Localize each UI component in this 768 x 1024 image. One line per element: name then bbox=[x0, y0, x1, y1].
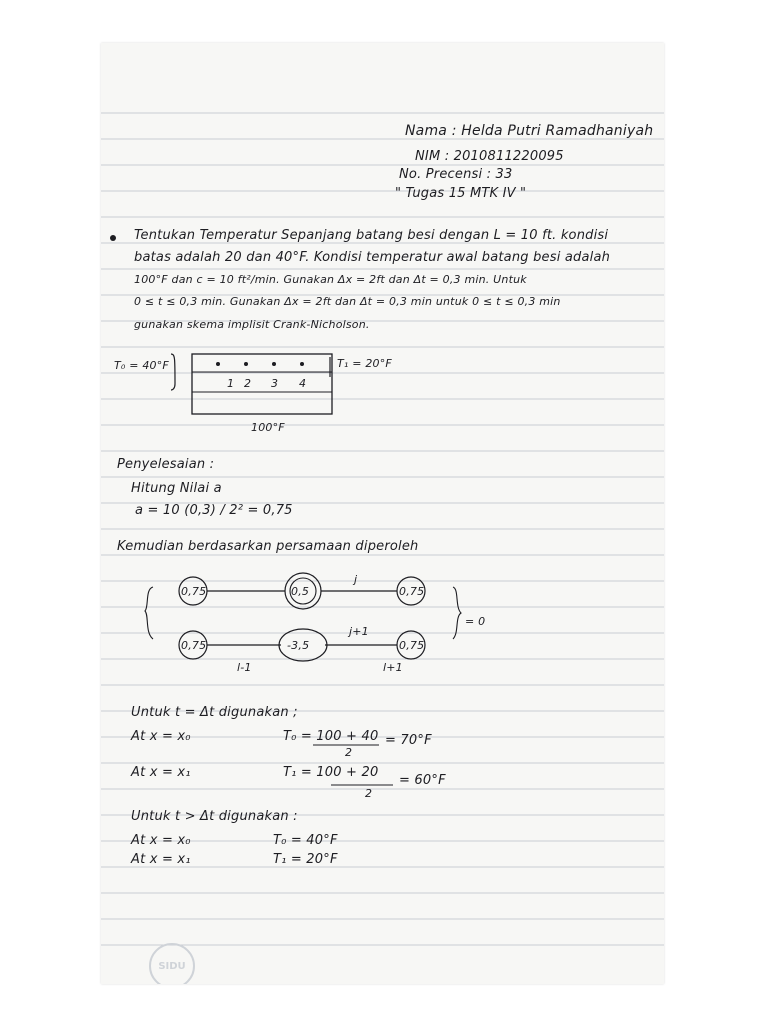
case1-t1-result: = 60°F bbox=[399, 773, 446, 788]
stencil-top-right: 0,75 bbox=[399, 585, 425, 598]
stencil-label-ln: l+1 bbox=[383, 661, 403, 674]
notebook-brand-logo: SIDU bbox=[149, 943, 195, 984]
left-boundary-label: T₀ = 40°F bbox=[114, 359, 169, 372]
assignment-title: " Tugas 15 MTK IV " bbox=[395, 186, 527, 201]
nim-line: NIM : 2010811220095 bbox=[415, 149, 564, 164]
stencil-top-left: 0,75 bbox=[181, 585, 207, 598]
node-label-4: 4 bbox=[299, 377, 307, 390]
solution-step: Hitung Nilai a bbox=[131, 481, 222, 496]
node-label-1: 1 bbox=[227, 377, 235, 390]
solution-heading: Penyelesaian : bbox=[117, 457, 215, 472]
stencil-equals-zero: = 0 bbox=[465, 615, 486, 628]
case1-t0-fraction-bar bbox=[313, 743, 383, 747]
stencil-heading: Kemudian berdasarkan persamaan diperoleh bbox=[117, 539, 419, 554]
stencil-bottom-left: 0,75 bbox=[181, 639, 207, 652]
problem-line-4: 0 ≤ t ≤ 0,3 min. Gunakan Δx = 2ft dan Δt = 0,3 min untuk 0 ≤ t ≤ 0,3 min bbox=[134, 295, 561, 308]
problem-line-2: batas adalah 20 dan 40°F. Kondisi temperatur awal batang besi adalah bbox=[134, 250, 611, 265]
node-label-3: 3 bbox=[271, 377, 279, 390]
case2-t0: T₀ = 40°F bbox=[273, 833, 338, 848]
notebook-page bbox=[101, 43, 664, 984]
stencil-label-j1: j+1 bbox=[349, 625, 369, 638]
problem-line-3: 100°F dan c = 10 ft²/min. Gunakan Δx = 2ft dan Δt = 0,3 min. Untuk bbox=[134, 273, 527, 286]
case1-t1-fraction-bar bbox=[331, 783, 397, 787]
presensi-line: No. Precensi : 33 bbox=[399, 167, 513, 182]
case1-t0-expression: T₀ = 100 + 40 bbox=[283, 729, 379, 744]
stencil-label-l1: l-1 bbox=[237, 661, 252, 674]
case1-t0-denominator: 2 bbox=[345, 746, 353, 759]
bullet-dot bbox=[110, 235, 116, 241]
case1-t0-result: = 70°F bbox=[385, 733, 432, 748]
stencil-label-j: j bbox=[354, 573, 358, 586]
initial-temp-label: 100°F bbox=[251, 421, 285, 434]
case1-heading: Untuk t = Δt digunakan ; bbox=[131, 705, 298, 720]
right-boundary-label: T₁ = 20°F bbox=[337, 357, 392, 370]
stencil-top-center: 0,5 bbox=[291, 585, 310, 598]
problem-line-1: Tentukan Temperatur Sepanjang batang besi dengan L = 10 ft. kondisi bbox=[134, 228, 609, 243]
stencil-bottom-right: 0,75 bbox=[399, 639, 425, 652]
name-line: Nama : Helda Putri Ramadhaniyah bbox=[405, 123, 654, 139]
case2-at-x0: At x = x₀ bbox=[131, 833, 191, 848]
case1-t1-denominator: 2 bbox=[365, 787, 373, 800]
case1-at-x0: At x = x₀ bbox=[131, 729, 191, 744]
node-label-2: 2 bbox=[244, 377, 252, 390]
problem-line-5: gunakan skema implisit Crank-Nicholson. bbox=[134, 318, 370, 331]
case1-t1-expression: T₁ = 100 + 20 bbox=[283, 765, 379, 780]
case2-at-x1: At x = x₁ bbox=[131, 852, 191, 867]
case2-heading: Untuk t > Δt digunakan : bbox=[131, 809, 298, 824]
stencil-bottom-center: -3,5 bbox=[287, 639, 310, 652]
right-boundary-bracket bbox=[327, 355, 335, 381]
case2-t1: T₁ = 20°F bbox=[273, 852, 338, 867]
case1-at-x1: At x = x₁ bbox=[131, 765, 191, 780]
solution-formula: a = 10 (0,3) / 2² = 0,75 bbox=[135, 503, 293, 518]
